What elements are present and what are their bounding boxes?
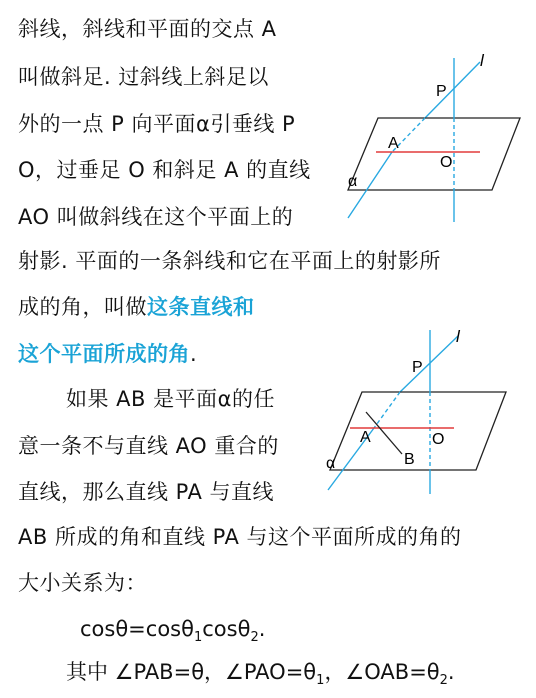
- label-P-2: P: [412, 359, 423, 376]
- formula-sub-1: 1: [193, 630, 203, 646]
- label-A-2: A: [360, 429, 371, 446]
- text-line-12: AB 所成的角和直线 PA 与这个平面所成的角的: [18, 525, 462, 549]
- text-line-8-suffix: .: [190, 342, 198, 366]
- formula-sub-2: 2: [250, 630, 259, 646]
- text-line-3: 外的一点 P 向平面α引垂线 P: [18, 112, 296, 136]
- where-end: .: [447, 660, 455, 684]
- text-line-1: 斜线，斜线和平面的交点 A: [18, 17, 277, 41]
- label-O-2: O: [432, 431, 445, 448]
- where-sub-2: 2: [439, 673, 448, 689]
- formula-part-a: cosθ=cosθ: [80, 617, 194, 641]
- plane-alpha-shape-2: [330, 392, 506, 470]
- where-part-b: ，∠OAB=θ: [324, 660, 440, 684]
- label-B-2: B: [404, 451, 415, 468]
- line-AB: [366, 412, 402, 454]
- formula-end: .: [258, 617, 266, 641]
- label-O: O: [440, 154, 453, 171]
- text-line-4: O，过垂足 O 和斜足 A 的直线: [18, 158, 311, 182]
- label-A: A: [388, 135, 399, 152]
- text-line-5: AO 叫做斜线在这个平面上的: [18, 205, 294, 229]
- figure-oblique-line-projection: [330, 40, 530, 240]
- text-line-2: 叫做斜足. 过斜线上斜足以: [18, 65, 269, 89]
- label-alpha-2: α: [326, 455, 336, 472]
- where-part-a: 其中 ∠PAB=θ，∠PAO=θ: [66, 660, 317, 684]
- label-l-2: l: [456, 327, 460, 346]
- text-line-10: 意一条不与直线 AO 重合的: [18, 434, 279, 458]
- label-P: P: [436, 83, 447, 100]
- highlight-definition-2: 这个平面所成的角: [18, 342, 190, 366]
- label-l: l: [480, 51, 484, 70]
- oblique-line-hidden-2: [374, 392, 400, 428]
- angle-definitions: [66, 657, 455, 696]
- highlight-definition-1: 这条直线和: [147, 295, 255, 319]
- label-alpha: α: [348, 173, 358, 190]
- text-line-7-prefix: 成的角，叫做: [18, 295, 147, 319]
- formula-part-b: cosθ: [202, 617, 251, 641]
- text-line-7: [18, 292, 255, 322]
- text-line-11: 直线，那么直线 PA 与直线: [18, 480, 275, 504]
- text-line-13: 大小关系为：: [18, 571, 147, 595]
- cosine-formula: [80, 614, 265, 653]
- text-line-6: 射影. 平面的一条斜线和它在平面上的射影所: [18, 249, 441, 273]
- oblique-line-upper: [425, 62, 480, 118]
- text-line-9: 如果 AB 是平面α的任: [66, 387, 275, 411]
- text-line-8: [18, 339, 197, 369]
- where-sub-1: 1: [316, 673, 325, 689]
- figure-three-cosine: [310, 322, 520, 512]
- oblique-line-upper-2: [400, 336, 458, 392]
